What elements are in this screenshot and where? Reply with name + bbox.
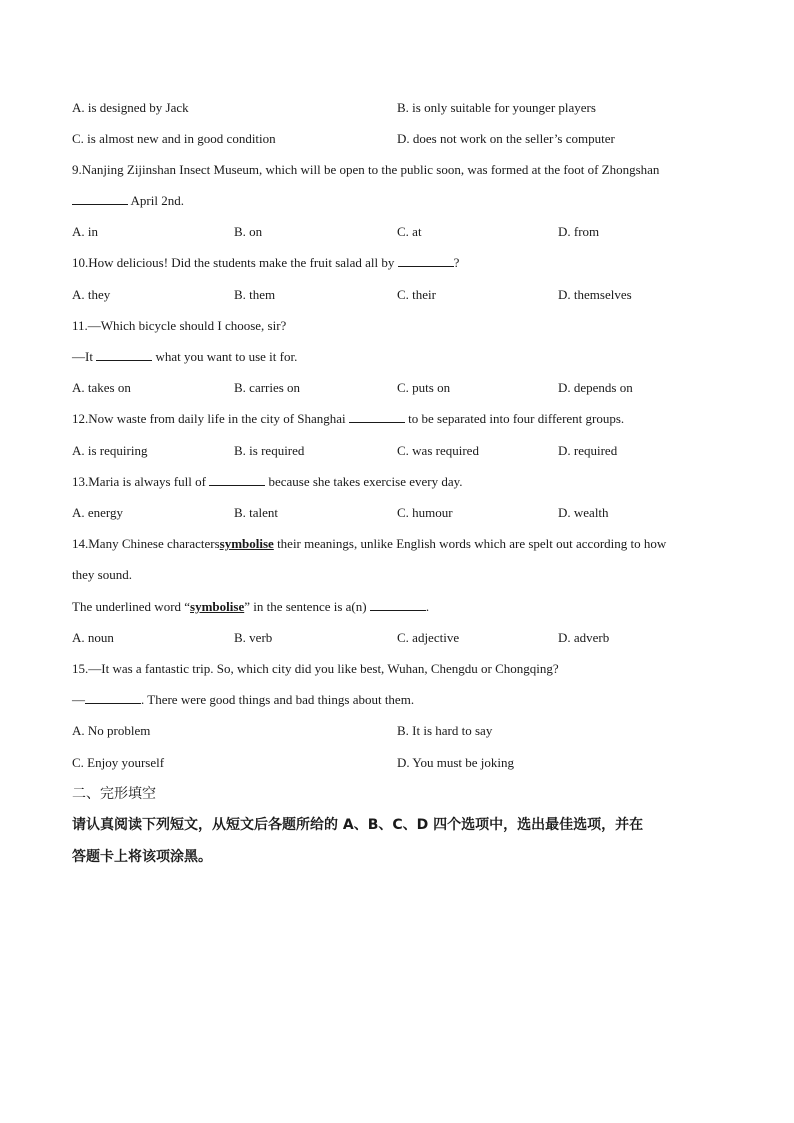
q14-sub-question: [72, 598, 429, 616]
q10-stem: [72, 254, 459, 272]
q8-option-d: D. does not work on the seller’s computer: [397, 131, 615, 146]
section-instruction-line-1: 请认真阅读下列短文，从短文后各题所给的 A、B、C、D 四个选项中，选出最佳选项，并在: [72, 817, 644, 833]
q14-stem-post: their meanings, unlike English words which are spelt out according to how: [277, 536, 667, 551]
q8-option-b: B. is only suitable for younger players: [397, 100, 596, 115]
q13-stem-pre: 13.Maria is always full of: [72, 474, 206, 489]
q12-option-b: B. is required: [234, 443, 305, 458]
q14-sub-post: ” in the sentence is a(n): [244, 599, 367, 614]
q9-option-c: C. at: [397, 224, 422, 239]
q12-stem-pre: 12.Now waste from daily life in the city of Shanghai: [72, 411, 346, 426]
q11-option-a: A. takes on: [72, 380, 131, 395]
q10-option-c: C. their: [397, 287, 436, 302]
answer-blank: [85, 692, 141, 704]
q14-stem-pre: 14.Many Chinese characters: [72, 536, 220, 551]
section-heading: 二、完形填空: [72, 786, 156, 802]
q11-stem-line-1: 11.—Which bicycle should I choose, sir?: [72, 318, 287, 333]
q11-stem-post: what you want to use it for.: [155, 349, 298, 364]
q13-option-d: D. wealth: [558, 505, 609, 520]
q13-option-b: B. talent: [234, 505, 279, 520]
q14-option-c: C. adjective: [397, 630, 460, 645]
q9-stem-line-1: 9.Nanjing Zijinshan Insect Museum, which will be open to the public soon, was formed at the foot of Zhongshan: [72, 162, 660, 177]
q11-stem-pre: —It: [72, 349, 93, 364]
q10-option-a: A. they: [72, 287, 111, 302]
q11-option-b: B. carries on: [234, 380, 301, 395]
q12-option-d: D. required: [558, 443, 618, 458]
q14-option-a: A. noun: [72, 630, 114, 645]
q14-stem-line-2: they sound.: [72, 567, 132, 582]
q14-sub-keyword: symbolise: [190, 599, 245, 614]
answer-blank: [349, 411, 405, 423]
q13-option-c: C. humour: [397, 505, 453, 520]
q13-stem: [72, 473, 463, 491]
q12-option-c: C. was required: [397, 443, 479, 458]
answer-blank: [96, 349, 152, 361]
q9-stem-line-2: [72, 192, 184, 210]
q11-option-c: C. puts on: [397, 380, 451, 395]
q10-option-b: B. them: [234, 287, 276, 302]
q9-option-d: D. from: [558, 224, 600, 239]
q11-option-d: D. depends on: [558, 380, 633, 395]
q9-stem-text: April 2nd.: [130, 193, 184, 208]
q10-option-d: D. themselves: [558, 287, 632, 302]
q10-stem-end: ?: [453, 255, 460, 270]
q12-stem: [72, 410, 624, 428]
q13-stem-post: because she takes exercise every day.: [268, 474, 463, 489]
q12-stem-post: to be separated into four different groups.: [408, 411, 625, 426]
q9-option-a: A. in: [72, 224, 98, 239]
q14-sub-pre: The underlined word “: [72, 599, 191, 614]
q14-sub-end: .: [425, 599, 430, 614]
q14-keyword: symbolise: [219, 536, 274, 551]
q15-stem-line-2: [72, 691, 414, 709]
q10-stem-text: 10.How delicious! Did the students make the fruit salad all by: [72, 255, 395, 270]
q11-stem-line-2: [72, 348, 297, 366]
answer-blank: [370, 599, 426, 611]
q14-option-b: B. verb: [234, 630, 273, 645]
q15-stem-pre: —: [72, 692, 85, 707]
q15-option-a: A. No problem: [72, 723, 151, 738]
q15-option-d: D. You must be joking: [397, 755, 515, 770]
q15-stem-line-1: 15.—It was a fantastic trip. So, which city did you like best, Wuhan, Chengdu or Chongqing?: [72, 661, 559, 676]
q12-option-a: A. is requiring: [72, 443, 148, 458]
q14-option-d: D. adverb: [558, 630, 610, 645]
answer-blank: [398, 255, 454, 267]
q15-stem-post: . There were good things and bad things about them.: [141, 692, 415, 707]
q15-option-b: B. It is hard to say: [397, 723, 493, 738]
q15-option-c: C. Enjoy yourself: [72, 755, 165, 770]
answer-blank: [209, 474, 265, 486]
q14-stem-line-1: [72, 535, 666, 553]
section-instruction-line-2: 答题卡上将该项涂黑。: [72, 849, 212, 865]
q8-option-a: A. is designed by Jack: [72, 100, 189, 115]
answer-blank: [72, 193, 128, 205]
q9-option-b: B. on: [234, 224, 263, 239]
q13-option-a: A. energy: [72, 505, 124, 520]
q8-option-c: C. is almost new and in good condition: [72, 131, 276, 146]
